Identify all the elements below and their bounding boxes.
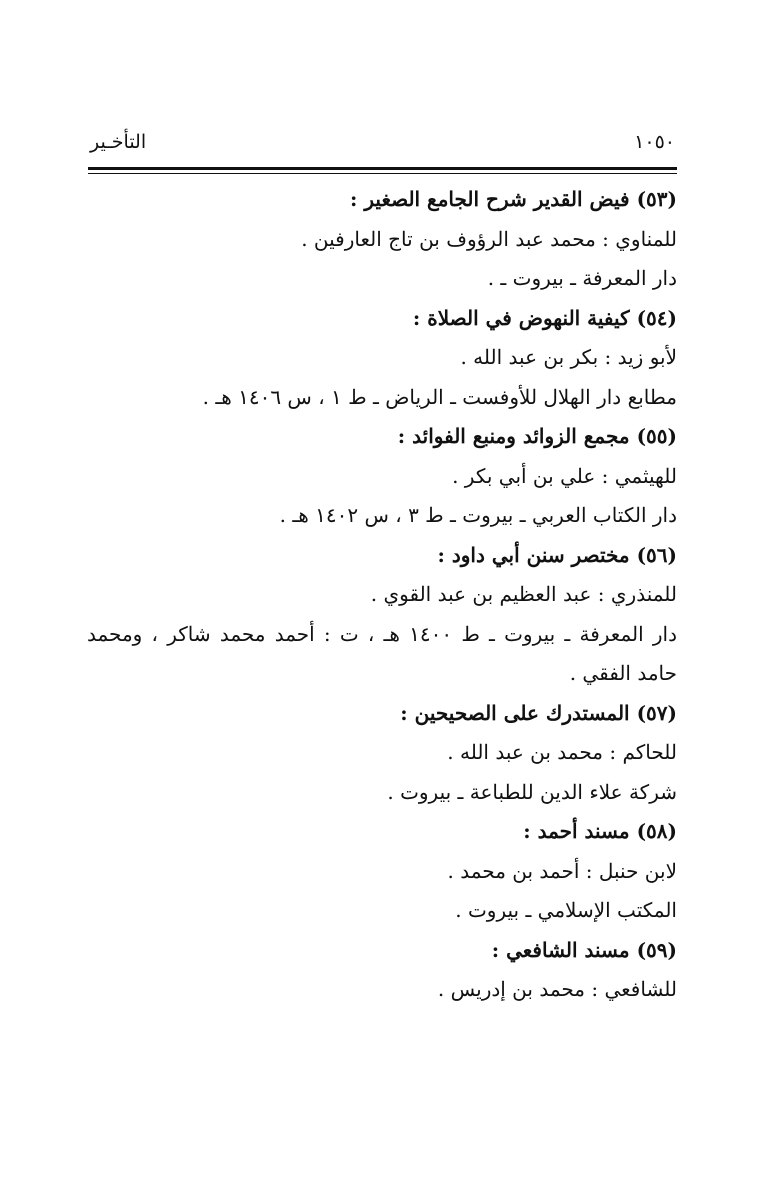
bibliography-list bbox=[87, 180, 677, 1010]
entry-title: (٥٣) فيض القدير شرح الجامع الصغير : bbox=[350, 187, 677, 211]
page-header bbox=[90, 128, 675, 156]
entry-line: دار المعرفة ـ بيروت ـ ط ١٤٠٠ هـ ، ت : أحمد محمد شاكر ، ومحمد حامد الفقي . bbox=[87, 621, 677, 685]
entry-title: (٥٩) مسند الشافعي : bbox=[491, 937, 677, 962]
entry-line: مطابع دار الهلال للأوفست ـ الرياض ـ ط ١ ، س ١٤٠٦ هـ . bbox=[202, 384, 677, 409]
entry-line: المكتب الإسلامي ـ بيروت . bbox=[455, 898, 677, 922]
running-title: التأخـير bbox=[90, 131, 147, 153]
entry-title: (٥٦) مختصر سنن أبي داود : bbox=[437, 542, 677, 567]
entry-line: للحاكم : محمد بن عبد الله . bbox=[447, 740, 677, 764]
entry-line: للهيثمي : علي بن أبي بكر . bbox=[452, 463, 677, 488]
entry-line: للمناوي : محمد عبد الرؤوف بن تاج العارفين . bbox=[301, 226, 677, 251]
entry-title: (٥٤) كيفية النهوض في الصلاة : bbox=[412, 305, 677, 330]
entry-line: دار المعرفة ـ بيروت ـ . bbox=[487, 266, 677, 290]
entry-line: للمنذري : عبد العظيم بن عبد القوي . bbox=[370, 582, 677, 606]
entry-title: (٥٧) المستدرك على الصحيحين : bbox=[400, 700, 677, 725]
entry-line: لأبو زيد : بكر بن عبد الله . bbox=[460, 345, 677, 369]
entry-line: لابن حنبل : أحمد بن محمد . bbox=[447, 858, 677, 883]
page-number: ١٠٥٠ bbox=[634, 131, 675, 153]
header-rule-thin bbox=[88, 173, 677, 174]
entry-line: شركة علاء الدين للطباعة ـ بيروت . bbox=[387, 779, 677, 804]
entry-line: للشافعي : محمد بن إدريس . bbox=[437, 977, 677, 1001]
entry-title: (٥٨) مسند أحمد : bbox=[523, 819, 677, 843]
entry-line: دار الكتاب العربي ـ بيروت ـ ط ٣ ، س ١٤٠٢ هـ . bbox=[279, 503, 677, 527]
entry-title: (٥٥) مجمع الزوائد ومنبع الفوائد : bbox=[397, 424, 677, 448]
header-rule-thick bbox=[88, 167, 677, 170]
